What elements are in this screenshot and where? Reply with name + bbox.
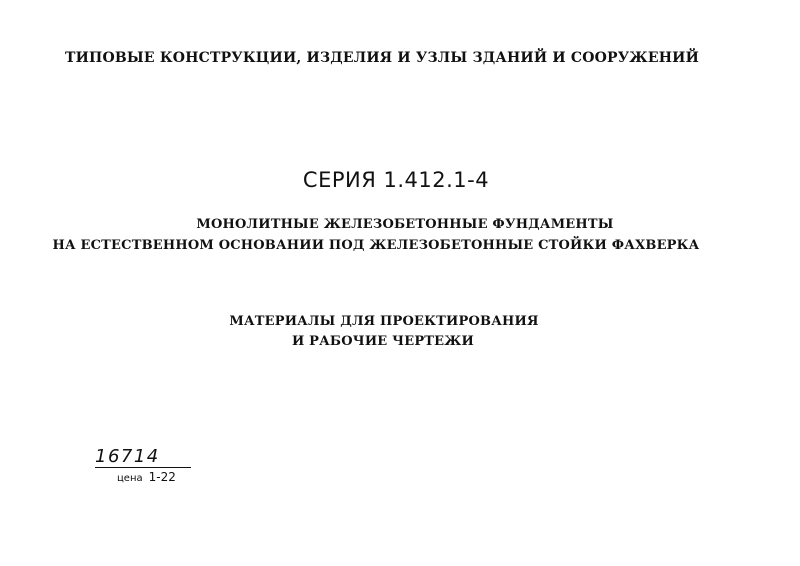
materials-line-1: МАТЕРИАЛЫ ДЛЯ ПРОЕКТИРОВАНИЯ: [229, 314, 539, 329]
document-header: ТИПОВЫЕ КОНСТРУКЦИИ, ИЗДЕЛИЯ И УЗЛЫ ЗДАНИЙ И СООРУЖЕНИЙ: [65, 50, 699, 66]
series-title: СЕРИЯ 1.412.1-4: [302, 168, 490, 192]
inventory-number: 16714: [95, 448, 191, 468]
price-value: 1-22: [148, 470, 176, 484]
description-line-2: НА ЕСТЕСТВЕННОМ ОСНОВАНИИ ПОД ЖЕЛЕЗОБЕТОННЫЕ СТОЙКИ ФАХВЕРКА: [52, 238, 700, 253]
price-label: цена: [117, 473, 143, 484]
inventory-stamp: [95, 448, 195, 484]
materials-line-2: И РАБОЧИЕ ЧЕРТЕЖИ: [291, 334, 475, 349]
description-line-1: МОНОЛИТНЫЕ ЖЕЛЕЗОБЕТОННЫЕ ФУНДАМЕНТЫ: [196, 217, 614, 232]
price-row: [95, 470, 195, 484]
